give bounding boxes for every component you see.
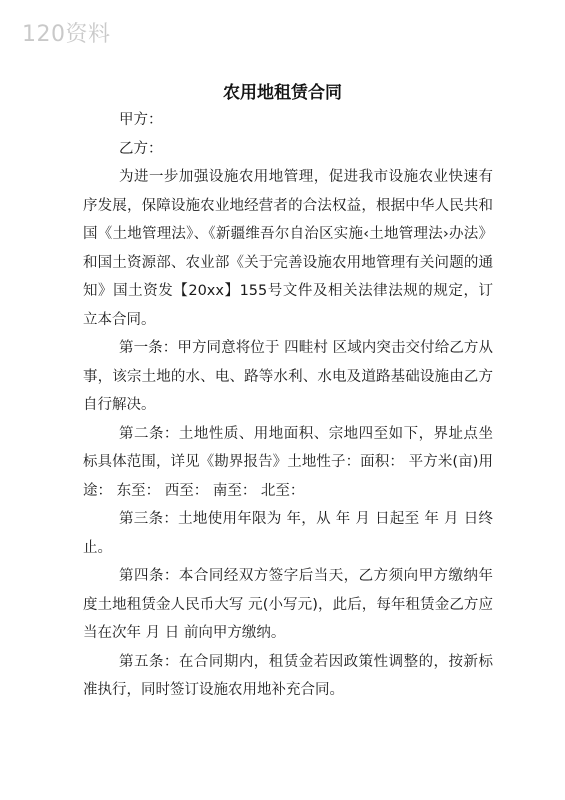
document-title: 农用地租赁合同	[223, 83, 342, 103]
article-1-paragraph: 第一条：甲方同意将位于 四畦村 区域内突击交付给乙方从事，该宗土地的水、电、路等水利、水电及道路基础设施由乙方自行解决。	[83, 340, 493, 413]
article-2-paragraph: 第二条：土地性质、用地面积、宗地四至如下，界址点坐标具体范围，详见《勘界报告》土地性子：面积： 平方米(亩)用途： 东至： 西至： 南至： 北至：	[83, 425, 493, 499]
article-4-paragraph: 第四条：本合同经双方签字后当天，乙方须向甲方缴纳年度土地租赁金人民币大写 元(小写元)，此后，每年租赁金乙方应当在次年 月 日 前向甲方缴纳。	[83, 568, 493, 641]
party-a-label: 甲方：	[119, 112, 163, 128]
preamble-paragraph: 为进一步加强设施农用地管理，促进我市设施农业快速有序发展，保障设施农业地经营者的合法权益，根据中华人民共和国《土地管理法》、《新疆维吾尔自治区实施‹土地管理法›办法》和国土资源部、农业部《关于完善设施农用地管理有关问题的通知》国土资发【20xx】155号文件及相关法律法规的规定，订立本合同。	[83, 169, 493, 328]
watermark: 120资料	[22, 22, 111, 47]
party-b-label: 乙方：	[119, 140, 163, 157]
document-body	[83, 106, 493, 705]
article-3-paragraph: 第三条：土地使用年限为 年，从 年 月 日起至 年 月 日终止。	[83, 511, 493, 556]
article-5-paragraph: 第五条：在合同期内，租赁金若因政策性调整的，按新标准执行，同时签订设施农用地补充合同。	[83, 653, 493, 698]
